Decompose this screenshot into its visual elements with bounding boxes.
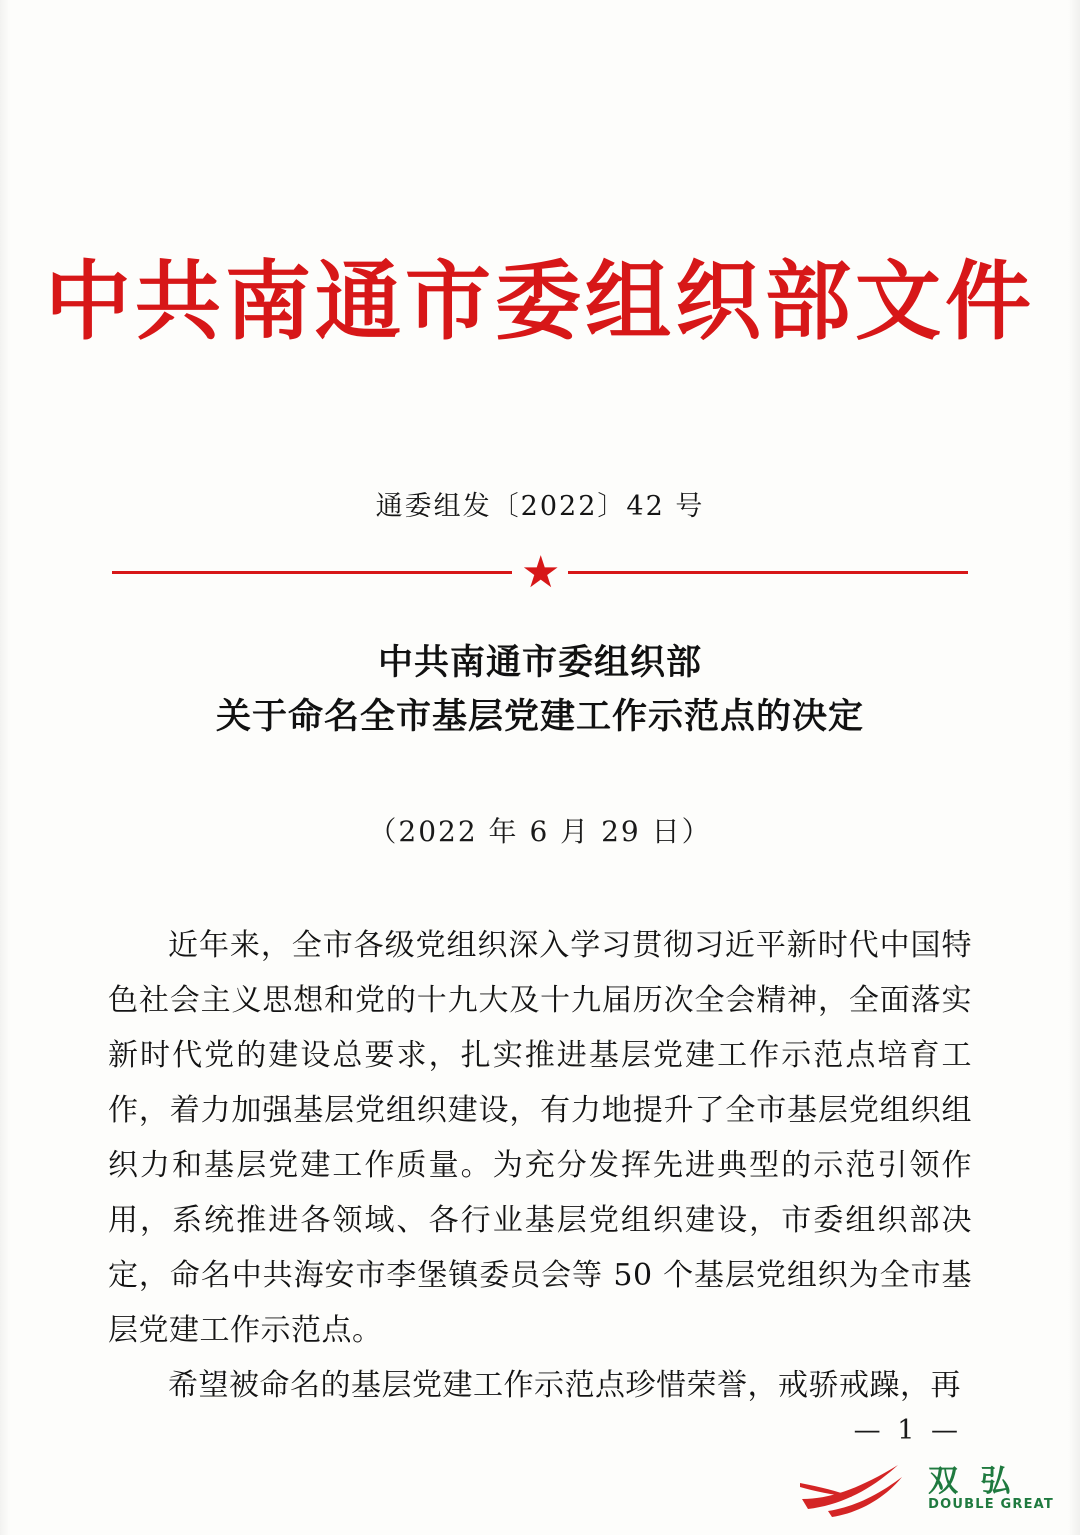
swoosh-icon — [798, 1459, 916, 1519]
scan-edge-left — [0, 0, 10, 1535]
page-number: — 1 — — [853, 1415, 962, 1446]
scan-edge-right — [1068, 0, 1080, 1535]
title-line-2: 关于命名全市基层党建工作示范点的决定 — [215, 696, 864, 738]
rule-line-left — [112, 571, 512, 574]
watermark-text — [928, 1466, 1054, 1511]
watermark-brand-en: DOUBLE GREAT — [928, 1496, 1054, 1512]
red-star-icon: ★ — [521, 547, 561, 598]
red-separator-rule — [112, 547, 968, 598]
document-number: 通委组发〔2022〕42 号 — [375, 491, 705, 522]
watermark-logo — [798, 1459, 1054, 1519]
document-date: （2022 年 6 月 29 日） — [368, 815, 712, 848]
document-masthead: 中共南通市委组织部文件 — [45, 251, 1035, 352]
body-paragraph-2: 希望被命名的基层党建工作示范点珍惜荣誉，戒骄戒躁，再 — [168, 1368, 961, 1403]
watermark-brand-cn: 双 弘 — [928, 1464, 1017, 1500]
title-line-1: 中共南通市委组织部 — [377, 642, 702, 683]
document-body — [108, 918, 972, 1413]
rule-line-right — [568, 571, 968, 574]
document-title — [0, 636, 1080, 745]
body-paragraph-1: 近年来，全市各级党组织深入学习贯彻习近平新时代中国特色社会主义思想和党的十九大及十九届历次全会精神，全面落实新时代党的建设总要求，扎实推进基层党建工作示范点培育工作，着力加强基层党组织建设，有力地提升了全市基层党组织组织力和基层党建工作质量。为充分发挥先进典型的示范引领作用，系统推进各领域、各行业基层党组织建设，市委组织部决定，命名中共海安市李堡镇委员会等 50 个基层党组织为全市基层党建工作示范点。 — [108, 928, 972, 1348]
